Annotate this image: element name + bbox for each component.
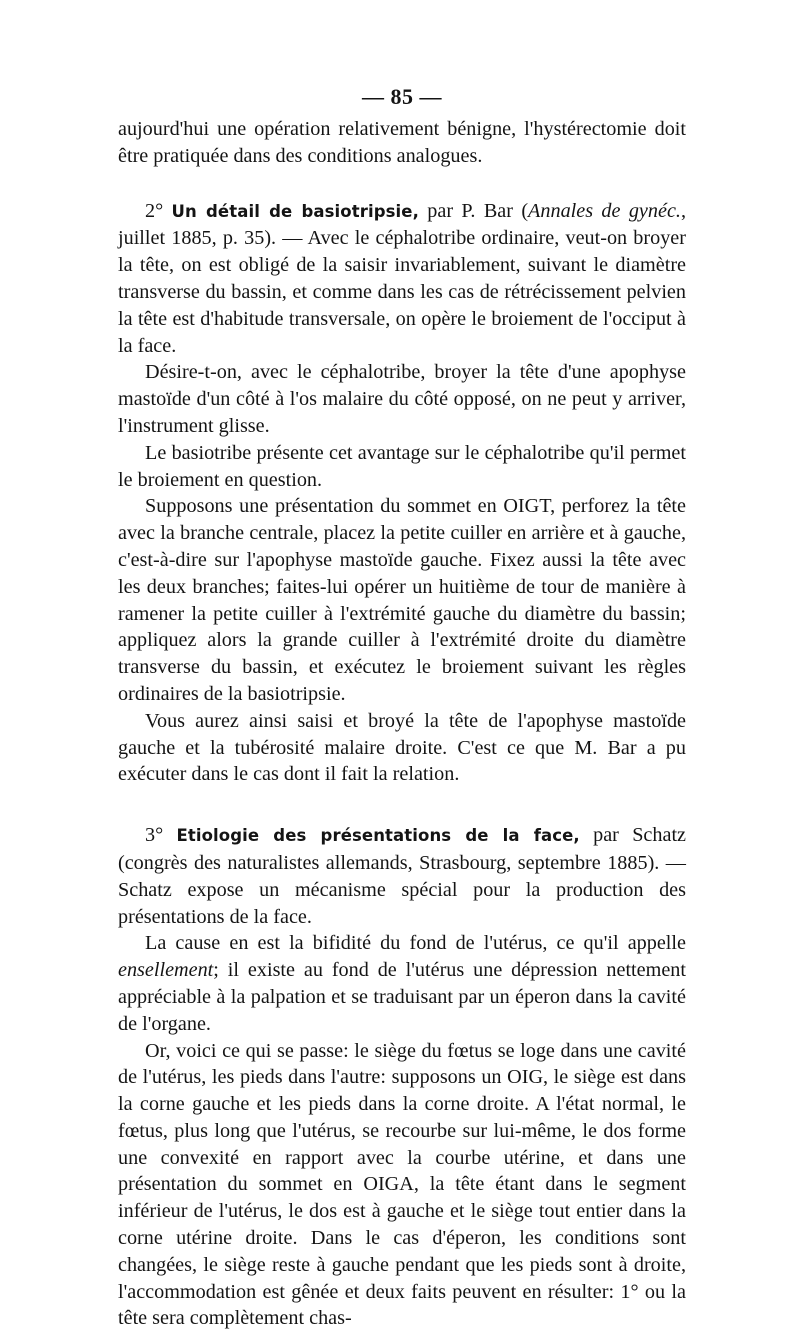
section2-source-title: Annales de gynéc. xyxy=(528,200,681,222)
section3-term-ensellement: ensellement xyxy=(118,959,213,981)
section2-attribution-post: , juillet 1885, p. 35). — Avec le céphalotribe ordinaire, veut-on broyer la tête, on est obligé de la saisir invariablement, suivant le diamètre transverse du bassin, et comme dans les cas de rétrécissement pelvien la tête est d'habitude transversale, on opère le broiement de l'occiput à la face. xyxy=(118,200,686,357)
section3-paragraph-cause xyxy=(118,930,686,1037)
section2-opening-paragraph xyxy=(118,198,686,360)
section2-paragraph: Désire-t-on, avec le céphalotribe, broyer la tête d'une apophyse mastoïde d'un côté à l'os malaire du côté opposé, on ne peut y arriver, l'instrument glisse. xyxy=(118,359,686,439)
page-number: — 85 — xyxy=(118,84,686,110)
section3-paragraph-mechanism: Or, voici ce qui se passe: le siège du fœtus se loge dans une cavité de l'utérus, les pieds dans l'autre: supposons un OIG, le siège est dans la corne gauche et les pieds dans la corne droite. A l'état normal, le fœtus, plus long que l'utérus, se recourbe sur lui-même, le dos forme une convexité en rapport avec la courbe utérine, et dans une présentation du sommet en OIGA, la tête étant dans le segment inférieur de l'utérus, le dos est à gauche et le siège tout entier dans la corne utérine droite. Dans le cas d'éperon, les conditions sont changées, le siège reste à gauche pendant que les pieds sont à droite, l'accommodation est gênée et deux faits peuvent en résulter: 1° ou la tête sera complètement chas- xyxy=(118,1038,686,1332)
section-spacer xyxy=(118,170,686,198)
section3-opening-paragraph xyxy=(118,822,686,930)
section3-heading: Etiologie des présentations de la face, xyxy=(177,826,580,845)
section2-heading: Un détail de basiotripsie, xyxy=(172,202,419,221)
page-body xyxy=(118,84,686,1332)
section-spacer xyxy=(118,788,686,822)
section2-paragraph: Supposons une présentation du sommet en OIGT, perforez la tête avec la branche centrale, placez la petite cuiller en arrière et à gauche, c'est-à-dire sur l'apophyse mastoïde gauche. Fixez aussi la tête avec les deux branches; faites-lui opérer un huitième de tour de manière à ramener la petite cuiller à l'extrémité gauche du diamètre du bassin; appliquez alors la grande cuiller à l'extrémité droite du diamètre transverse du bassin, et exécutez le broiement suivant les règles ordinaires de la basiotripsie. xyxy=(118,493,686,707)
section2-number: 2° xyxy=(145,200,163,222)
section2-attribution-pre: par P. Bar ( xyxy=(419,200,528,222)
section3-p2-pre: La cause en est la bifidité du fond de l'utérus, ce qu'il appelle xyxy=(145,932,686,954)
section2-paragraph: Vous aurez ainsi saisi et broyé la tête de l'apophyse mastoïde gauche et la tubérosité malaire droite. C'est ce que M. Bar a pu exécuter dans le cas dont il fait la relation. xyxy=(118,708,686,788)
intro-paragraph: aujourd'hui une opération relativement bénigne, l'hystérectomie doit être pratiquée dans des conditions analogues. xyxy=(118,116,686,170)
section2-paragraph: Le basiotribe présente cet avantage sur le céphalotribe qu'il permet le broiement en question. xyxy=(118,440,686,494)
section3-number: 3° xyxy=(145,824,163,846)
section3-attribution: par Schatz (congrès des naturalistes allemands, Strasbourg, septembre 1885). — Schatz expose un mécanisme spécial pour la production des présentations de la face. xyxy=(118,824,686,927)
section3-p2-post: ; il existe au fond de l'utérus une dépression nettement appréciable à la palpation et se traduisant par un éperon dans la cavité de l'organe. xyxy=(118,959,686,1035)
